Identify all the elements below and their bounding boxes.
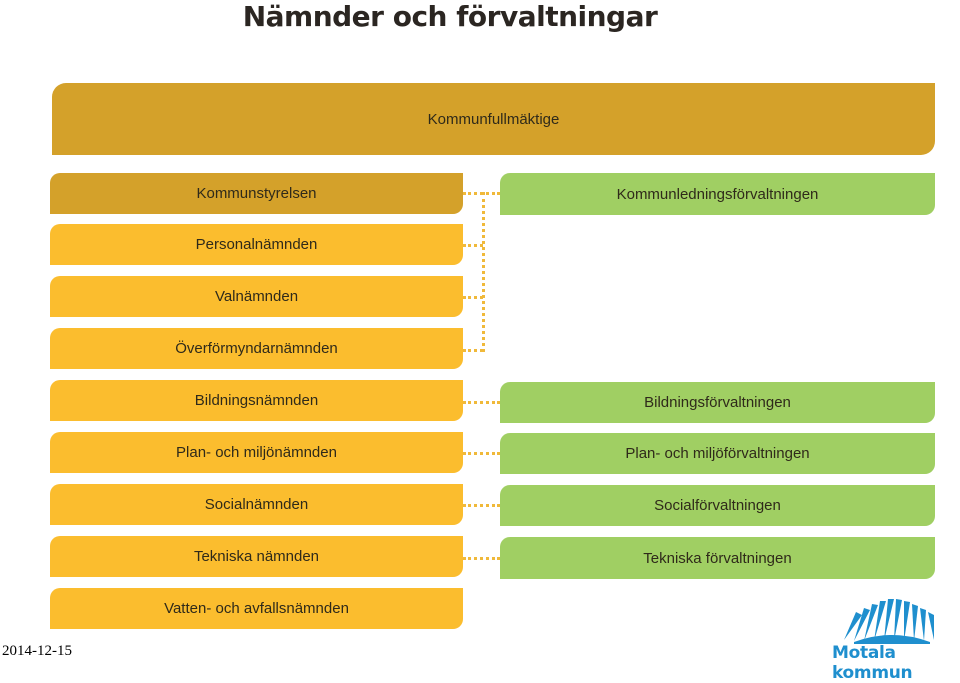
box-label: Tekniska nämnden [193, 548, 320, 565]
box-kommunstyrelsen[interactable] [50, 173, 463, 214]
box-vatten-och-avfallsnamnden[interactable] [50, 588, 463, 629]
connector-plan-och-miljo [463, 452, 500, 455]
box-valnamnden[interactable] [50, 276, 463, 317]
box-label: Plan- och miljönämnden [176, 444, 337, 461]
connector-overformyndarnamnden [463, 349, 483, 352]
box-label: Vatten- och avfallsnämnden [164, 600, 349, 617]
box-label: Kommunfullmäktige [427, 110, 560, 128]
box-label: Valnämnden [214, 288, 299, 305]
box-tekniska-forvaltningen[interactable] [500, 537, 935, 579]
connector-bracket-vertical [482, 192, 485, 352]
date-label: 2014-12-15 [2, 643, 72, 659]
box-label: Personalnämnden [195, 236, 318, 253]
box-label: Bildningsnämnden [194, 392, 319, 409]
logo-text: Motala kommun [832, 643, 913, 683]
box-label: Kommunledningsförvaltningen [616, 185, 819, 203]
box-tekniska-namnden[interactable] [50, 536, 463, 577]
box-label: Kommunstyrelsen [196, 185, 317, 202]
connector-valnamnden [463, 296, 483, 299]
box-kommunledningsforvaltningen[interactable] [500, 173, 935, 215]
box-bildningsnamnden[interactable] [50, 380, 463, 421]
box-label: Tekniska förvaltningen [643, 549, 792, 567]
box-plan-och-miljoforvaltningen[interactable] [500, 433, 935, 474]
box-bildningsforvaltningen[interactable] [500, 382, 935, 423]
connector-personalnamnden [463, 244, 483, 247]
box-label: Socialnämnden [204, 496, 309, 513]
connector-tekniska [463, 557, 500, 560]
page-title: Nämnder och förvaltningar [242, 0, 658, 33]
motala-logo-icon [840, 592, 944, 644]
connector-social [463, 504, 500, 507]
box-label: Överförmyndarnämnden [175, 340, 338, 357]
connector-bildning [463, 401, 500, 404]
box-label: Bildningsförvaltningen [644, 394, 791, 411]
box-plan-och-miljonamnden[interactable] [50, 432, 463, 473]
box-label: Socialförvaltningen [654, 497, 781, 514]
box-personalnamnden[interactable] [50, 224, 463, 265]
box-overformyndarnamnden[interactable] [50, 328, 463, 369]
box-socialforvaltningen[interactable] [500, 485, 935, 526]
connector-kommunstyrelsen [463, 192, 500, 195]
box-kommunfullmaktige[interactable] [52, 83, 935, 155]
box-socialnamnden[interactable] [50, 484, 463, 525]
box-label: Plan- och miljöförvaltningen [625, 445, 810, 462]
